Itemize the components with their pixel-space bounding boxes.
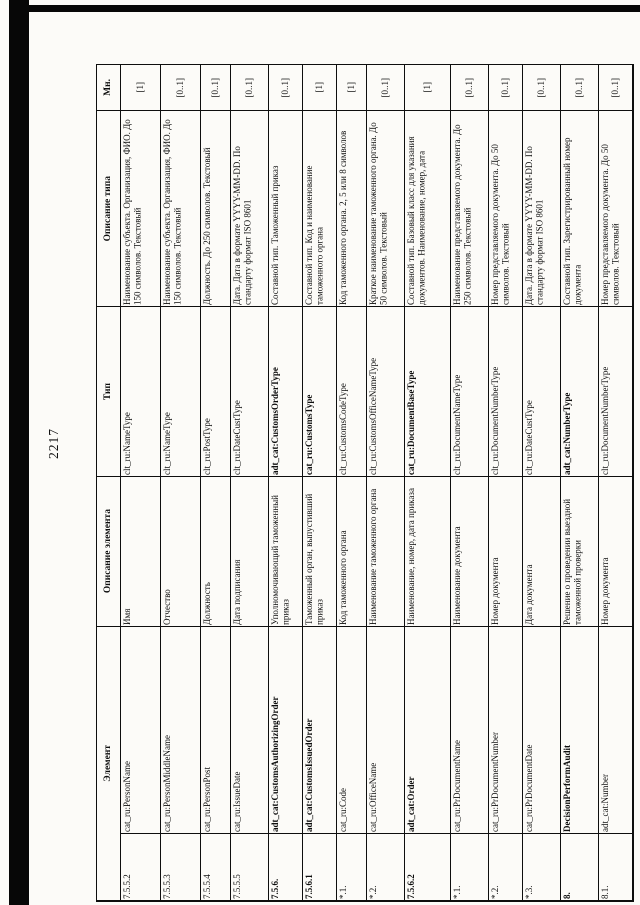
element-description-value: Дата подписания xyxy=(232,559,242,625)
cell-type xyxy=(161,307,201,477)
multiplicity-value: [0..1] xyxy=(210,77,221,98)
type-value: cat_ru:CustomsType xyxy=(304,394,314,475)
element-id-box xyxy=(121,833,160,900)
type-value: clt_ru:CustomsCodeType xyxy=(338,383,348,475)
cell-element-description xyxy=(161,477,201,627)
type-description-value: Номер представляемого документа. До 50 символов. Текстовый xyxy=(600,144,621,305)
cell-type xyxy=(231,307,269,477)
type-description-value: Наименование представляемого документа. До 250 символов. Текстовый xyxy=(452,124,473,305)
element-id: 7.5.5.3 xyxy=(162,874,172,899)
type-description-value: Составной тип. Зарегистрированный номер документа xyxy=(562,137,583,305)
cell-multiplicity xyxy=(201,65,231,111)
cell-element xyxy=(231,627,269,901)
cell-type-description xyxy=(303,111,337,307)
header-label: Мн. xyxy=(102,79,113,96)
element-id: *.3. xyxy=(524,885,534,899)
cell-type-description xyxy=(405,111,451,307)
element-description-value: Решение о проведении выездной таможенной проверки xyxy=(562,498,583,625)
multiplicity-value: [0..1] xyxy=(574,77,585,98)
cell-element xyxy=(303,627,337,901)
multiplicity-value: [0..1] xyxy=(175,77,186,98)
element-id: 7.5.6. xyxy=(270,878,280,899)
type-description-value: Дата. Дата в формате YYYY-MM-DD. По стандарту формат ISO 8601 xyxy=(232,146,253,305)
element-id: *.2. xyxy=(368,885,378,899)
header-label: Описание элемента xyxy=(102,509,113,594)
element-id-box xyxy=(599,833,632,900)
cell-type xyxy=(405,307,451,477)
cell-element xyxy=(367,627,405,901)
type-value: clt_ru:DateCustType xyxy=(524,400,534,475)
element-description-value: Код таможенного органа xyxy=(338,530,348,625)
element-id-box xyxy=(231,833,268,900)
element-name: DecisionPerformAudit xyxy=(562,745,572,832)
type-value: clt_ru:DocumentNumberType xyxy=(490,366,500,475)
element-name-area xyxy=(201,627,230,833)
cell-type xyxy=(561,307,599,477)
cell-element xyxy=(269,627,303,901)
element-id: 8. xyxy=(562,892,572,899)
element-description-value: Номер документа xyxy=(600,557,610,625)
cell-element-description xyxy=(451,477,489,627)
element-id: 7.5.6.2 xyxy=(406,874,416,899)
cell-element-description xyxy=(523,477,561,627)
scan-edge-left xyxy=(9,0,29,905)
element-name-area xyxy=(561,627,598,833)
header-label: Элемент xyxy=(102,745,113,782)
element-id-box xyxy=(161,833,200,900)
type-value: clt_ru:CustomsOfficeNameType xyxy=(368,357,378,475)
cell-multiplicity xyxy=(523,65,561,111)
element-id-box xyxy=(303,833,336,900)
cell-type xyxy=(337,307,367,477)
cell-multiplicity xyxy=(337,65,367,111)
element-id: *.1. xyxy=(452,885,462,899)
element-id: 7.5.6.1 xyxy=(304,874,314,899)
multiplicity-value: [0..1] xyxy=(464,77,475,98)
cell-element-description xyxy=(337,477,367,627)
multiplicity-value: [1] xyxy=(422,82,433,93)
multiplicity-value: [0..1] xyxy=(244,77,255,98)
cell-element xyxy=(523,627,561,901)
cell-type-description xyxy=(599,111,633,307)
cell-element-description xyxy=(405,477,451,627)
element-id-box xyxy=(269,833,302,900)
element-description-value: Дата документа xyxy=(524,564,534,625)
element-description-value: Уполномочивающий таможенный приказ xyxy=(270,495,291,625)
cell-type-description xyxy=(337,111,367,307)
spec-table xyxy=(96,64,634,902)
element-id-box xyxy=(201,833,230,900)
element-name: adt_cat:CustomsAuthorizingOrder xyxy=(270,696,280,832)
element-description-value: Наименование, номер, дата приказа xyxy=(406,488,416,625)
element-name-area xyxy=(303,627,336,833)
element-id: *.2. xyxy=(490,885,500,899)
cell-type-description xyxy=(561,111,599,307)
cell-element-description xyxy=(121,477,161,627)
cell-type-description xyxy=(489,111,523,307)
type-description-value: Номер представляемого документа. До 50 символов. Текстовый xyxy=(490,144,511,305)
multiplicity-value: [1] xyxy=(346,82,357,93)
element-name-area xyxy=(269,627,302,833)
element-id-box xyxy=(523,833,560,900)
element-name: cat_ru:OfficeName xyxy=(368,762,378,832)
cell-type xyxy=(367,307,405,477)
cell-element xyxy=(201,627,231,901)
element-name-area xyxy=(231,627,268,833)
cell-multiplicity xyxy=(405,65,451,111)
type-value: clt_ru:PostType xyxy=(202,418,212,475)
type-value: clt_ru:DateCustType xyxy=(232,400,242,475)
element-id-box xyxy=(405,833,450,900)
element-name: adt_cat:Number xyxy=(600,774,610,832)
cell-multiplicity xyxy=(269,65,303,111)
cell-multiplicity xyxy=(121,65,161,111)
multiplicity-value: [1] xyxy=(135,82,146,93)
page-number: 2217 xyxy=(46,428,61,459)
cell-type xyxy=(269,307,303,477)
cell-element-description xyxy=(303,477,337,627)
cell-type xyxy=(523,307,561,477)
type-description-value: Код таможенного органа. 2, 5 или 8 символов xyxy=(338,130,348,305)
type-description-value: Составной тип. Базовый класс для указания документов. Наименование, номер, дата xyxy=(406,136,427,305)
type-value: clt_ru:NameType xyxy=(122,412,132,475)
element-name-area xyxy=(489,627,522,833)
element-name-area xyxy=(523,627,560,833)
type-value: clt_ru:DocumentNameType xyxy=(452,374,462,475)
type-value: clt_ru:DocumentNumberType xyxy=(600,366,610,475)
cell-element-description xyxy=(489,477,523,627)
element-description-value: Таможенный орган, выпустивший приказ xyxy=(304,493,325,625)
header-type xyxy=(97,307,121,477)
cell-element xyxy=(337,627,367,901)
multiplicity-value: [1] xyxy=(314,82,325,93)
element-id: *.1. xyxy=(338,885,348,899)
type-description-value: Краткое наименование таможенного органа. До 50 символов. Текстовый xyxy=(368,122,389,305)
type-description-value: Составной тип. Код и наименование таможенного органа xyxy=(304,165,325,305)
scan-edge-top xyxy=(9,5,640,12)
multiplicity-value: [0..1] xyxy=(380,77,391,98)
cell-element-description xyxy=(367,477,405,627)
cell-element-description xyxy=(201,477,231,627)
cell-element-description xyxy=(231,477,269,627)
header-multiplicity xyxy=(97,65,121,111)
cell-element xyxy=(451,627,489,901)
cell-element xyxy=(561,627,599,901)
cell-multiplicity xyxy=(451,65,489,111)
element-id-box xyxy=(451,833,488,900)
element-name-area xyxy=(367,627,404,833)
type-value: clt_ru:NameType xyxy=(162,412,172,475)
element-name-area xyxy=(405,627,450,833)
header-type-description xyxy=(97,111,121,307)
cell-element xyxy=(405,627,451,901)
cell-element-description xyxy=(599,477,633,627)
element-name: adt_cat:CustomsIssuedOrder xyxy=(304,718,314,832)
element-name: cat_ru:PrDocumentNumber xyxy=(490,732,500,832)
type-value: adt_cat:CustomsOrderType xyxy=(270,367,280,475)
element-name: cat_ru:PersonMiddleName xyxy=(162,735,172,832)
cell-type xyxy=(121,307,161,477)
element-id-box xyxy=(337,833,366,900)
element-name-area xyxy=(121,627,160,833)
type-description-value: Должность. До 250 символов. Текстовый xyxy=(202,147,212,305)
element-id: 7.5.5.2 xyxy=(122,874,132,899)
type-description-value: Наименование субъекта. Организация, ФИО. До 150 символов. Текстовый xyxy=(162,119,183,305)
cell-element xyxy=(489,627,523,901)
cell-type-description xyxy=(523,111,561,307)
cell-element xyxy=(599,627,633,901)
header-label: Тип xyxy=(102,382,113,401)
element-name: cat_ru:PersonName xyxy=(122,761,132,832)
cell-type xyxy=(303,307,337,477)
multiplicity-value: [0..1] xyxy=(610,77,621,98)
type-value: cat_ru:DocumentBaseType xyxy=(406,370,416,475)
header-element xyxy=(97,627,121,901)
element-id-box xyxy=(561,833,598,900)
element-name: cat_ru:PrDocumentName xyxy=(452,740,462,832)
cell-type-description xyxy=(121,111,161,307)
cell-multiplicity xyxy=(489,65,523,111)
element-id: 7.5.5.4 xyxy=(202,874,212,899)
multiplicity-value: [0..1] xyxy=(280,77,291,98)
type-description-value: Дата. Дата в формате YYYY-MM-DD. По стандарту формат ISO 8601 xyxy=(524,146,545,305)
element-name-area xyxy=(161,627,200,833)
element-name: adt_cat:Order xyxy=(406,776,416,832)
cell-multiplicity xyxy=(303,65,337,111)
cell-element-description xyxy=(561,477,599,627)
element-description-value: Должность xyxy=(202,582,212,625)
type-description-value: Наименование субъекта. Организация, ФИО. До 150 символов. Текстовый xyxy=(122,119,143,305)
element-name: cat_ru:PrDocumentDate xyxy=(524,744,534,832)
element-id: 7.5.5.5 xyxy=(232,874,242,899)
cell-element-description xyxy=(269,477,303,627)
cell-type-description xyxy=(161,111,201,307)
cell-type-description xyxy=(367,111,405,307)
cell-multiplicity xyxy=(161,65,201,111)
cell-multiplicity xyxy=(367,65,405,111)
header-label: Описание типа xyxy=(102,175,113,242)
cell-type-description xyxy=(269,111,303,307)
cell-type xyxy=(599,307,633,477)
cell-multiplicity xyxy=(561,65,599,111)
element-name-area xyxy=(337,627,366,833)
element-description-value: Номер документа xyxy=(490,557,500,625)
element-name: cat_ru:PersonPost xyxy=(202,767,212,832)
cell-element xyxy=(161,627,201,901)
multiplicity-value: [0..1] xyxy=(500,77,511,98)
element-description-value: Имя xyxy=(122,608,132,625)
cell-multiplicity xyxy=(231,65,269,111)
element-id-box xyxy=(489,833,522,900)
cell-type xyxy=(489,307,523,477)
type-description-value: Составной тип. Таможенный приказ xyxy=(270,165,280,305)
element-description-value: Наименование документа xyxy=(452,526,462,625)
cell-type-description xyxy=(451,111,489,307)
element-description-value: Наименование таможенного органа xyxy=(368,488,378,625)
multiplicity-value: [0..1] xyxy=(536,77,547,98)
type-value: adt_cat:NumberType xyxy=(562,392,572,475)
cell-type xyxy=(451,307,489,477)
element-name: cat_ru:IssueDate xyxy=(232,771,242,832)
header-element-description xyxy=(97,477,121,627)
element-name-area xyxy=(451,627,488,833)
cell-type-description xyxy=(201,111,231,307)
cell-type xyxy=(201,307,231,477)
cell-multiplicity xyxy=(599,65,633,111)
element-name: cat_ru:Code xyxy=(338,788,348,832)
element-description-value: Отчество xyxy=(162,589,172,625)
cell-element xyxy=(121,627,161,901)
element-id: 8.1. xyxy=(600,885,610,899)
element-id-box xyxy=(367,833,404,900)
element-name-area xyxy=(599,627,632,833)
cell-type-description xyxy=(231,111,269,307)
